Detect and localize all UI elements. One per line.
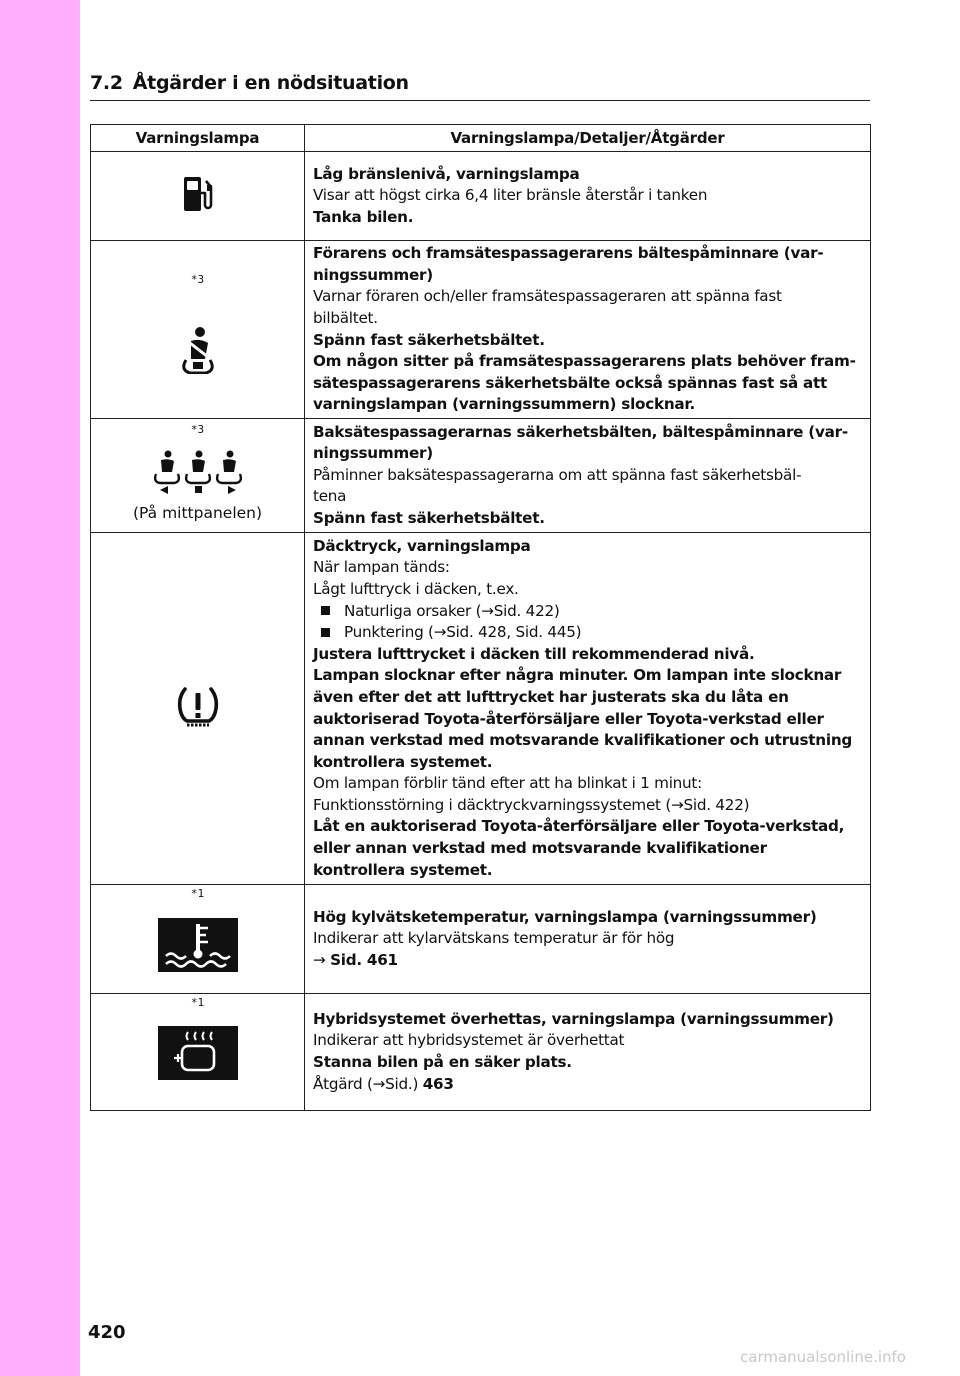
detail-line: Om lampan förblir tänd efter att ha blinkat i 1 minut: <box>313 774 702 793</box>
table-header-row <box>91 125 871 152</box>
page-reference <box>313 1074 862 1096</box>
detail-line: annan verkstad med motsvarande kvalifikationer och utrustning <box>313 731 852 750</box>
detail-line: även efter det att lufttrycket har justerats ska du låta en <box>313 687 789 706</box>
details-cell <box>305 419 871 533</box>
detail-line: Spänn fast säkerhetsbältet. <box>313 330 545 349</box>
detail-line: ningssummer) <box>313 265 433 284</box>
footnote-marker: *1 <box>190 887 205 900</box>
detail-line: Låg bränslenivå, varningslampa <box>313 164 580 183</box>
section-heading <box>90 72 870 101</box>
detail-line: Justera lufttrycket i däcken till rekommenderad nivå. <box>313 644 755 663</box>
detail-line: sätespassagerarens säkerhetsbälte också spännas fast så att <box>313 373 828 392</box>
page-number: 420 <box>88 1322 126 1343</box>
tire-pressure-icon <box>175 685 221 729</box>
table-row <box>91 152 871 241</box>
footnote-marker: *3 <box>190 423 205 436</box>
detail-line: Låt en auktoriserad Toyota-återförsäljare eller Toyota-verkstad, <box>313 817 845 836</box>
detail-line: Indikerar att kylarvätskans temperatur är för hög <box>313 929 675 948</box>
detail-line: Förarens och framsätespassagerarens bältespåminnare (var- <box>313 244 824 263</box>
detail-line: Funktionsstörning i däcktryckvarningssystemet (→Sid. 422) <box>313 795 750 814</box>
icon-cell <box>91 152 305 241</box>
details-cell <box>305 885 871 994</box>
icon-cell <box>91 994 305 1111</box>
side-color-strip <box>0 0 80 1376</box>
hybrid-system-overheat-icon <box>158 1026 238 1080</box>
detail-line: ningssummer) <box>313 444 433 463</box>
watermark: carmanualsonline.info <box>740 1348 906 1366</box>
seatbelt-reminder-icon <box>176 326 220 374</box>
detail-line: När lampan tänds: <box>313 558 450 577</box>
detail-line: Varnar föraren och/eller framsätespassageraren att spänna fast <box>313 287 782 306</box>
column-header-details: Varningslampa/Detaljer/Åtgärder <box>305 125 871 152</box>
table-row <box>91 885 871 994</box>
detail-line: Hög kylvätsketemperatur, varningslampa (varningssummer) <box>313 907 817 926</box>
fuel-pump-icon <box>181 175 215 213</box>
page-reference <box>313 950 862 972</box>
rear-seatbelt-reminder-icon <box>148 450 248 496</box>
table-row <box>91 994 871 1111</box>
page-reference-link[interactable]: Sid. 461 <box>330 950 398 969</box>
detail-line: Påminner baksätespassagerarna om att spänna fast säkerhetsbäl- <box>313 465 802 484</box>
detail-line: Hybridsystemet överhettas, varningslampa (varningssummer) <box>313 1009 834 1028</box>
table-row <box>91 533 871 885</box>
bullet-text: Naturliga orsaker (→Sid. 422) <box>344 601 560 620</box>
detail-line: Spänn fast säkerhetsbältet. <box>313 508 545 527</box>
detail-line: bilbältet. <box>313 308 378 327</box>
reference-text: Åtgärd (→Sid.) <box>313 1074 419 1093</box>
detail-line: Baksätespassagerarnas säkerhetsbälten, bältespåminnare (var- <box>313 422 848 441</box>
details-cell <box>305 533 871 885</box>
bullet-item <box>313 601 862 623</box>
detail-line: kontrollera systemet. <box>313 860 493 879</box>
detail-line: Tanka bilen. <box>313 207 414 226</box>
icon-cell <box>91 885 305 994</box>
icon-caption: (På mittpanelen) <box>132 503 263 522</box>
detail-line: tena <box>313 487 347 506</box>
coolant-temperature-icon <box>158 918 238 972</box>
detail-line: Däcktryck, varningslampa <box>313 536 531 555</box>
icon-cell <box>91 533 305 885</box>
footnote-marker: *1 <box>190 996 205 1009</box>
bullet-text: Punktering (→Sid. 428, Sid. 445) <box>344 623 582 642</box>
details-cell <box>305 152 871 241</box>
detail-line: Lampan slocknar efter några minuter. Om lampan inte slocknar <box>313 666 842 685</box>
details-cell <box>305 994 871 1111</box>
warning-lights-table <box>90 124 871 1111</box>
table-row <box>91 241 871 419</box>
detail-line: Stanna bilen på en säker plats. <box>313 1053 572 1071</box>
bullet-square-icon <box>321 606 330 615</box>
section-number: 7.2 <box>90 72 123 94</box>
detail-line: eller annan verkstad med motsvarande kvalifikationer <box>313 839 767 858</box>
table-row <box>91 419 871 533</box>
detail-line: varningslampan (varningssummern) slocknar. <box>313 395 695 414</box>
section-title: Åtgärder i en nödsituation <box>132 72 409 94</box>
details-cell <box>305 241 871 419</box>
arrow-glyph: → <box>313 950 326 969</box>
bullet-square-icon <box>321 628 330 637</box>
icon-cell <box>91 419 305 533</box>
bullet-item <box>313 622 862 644</box>
column-header-warning-light: Varningslampa <box>91 125 305 152</box>
page-reference-link[interactable]: 463 <box>422 1074 454 1093</box>
detail-line: kontrollera systemet. <box>313 752 493 771</box>
detail-line: Indikerar att hybridsystemet är överhettat <box>313 1031 625 1050</box>
icon-cell <box>91 241 305 419</box>
detail-line: auktoriserad Toyota-återförsäljare eller Toyota-verkstad eller <box>313 709 824 728</box>
detail-line: Om någon sitter på framsätespassagerarens plats behöver fram- <box>313 352 856 371</box>
detail-line: Visar att högst cirka 6,4 liter bränsle återstår i tanken <box>313 186 708 205</box>
detail-line: Lågt lufttryck i däcken, t.ex. <box>313 579 519 598</box>
footnote-marker: *3 <box>190 273 205 286</box>
